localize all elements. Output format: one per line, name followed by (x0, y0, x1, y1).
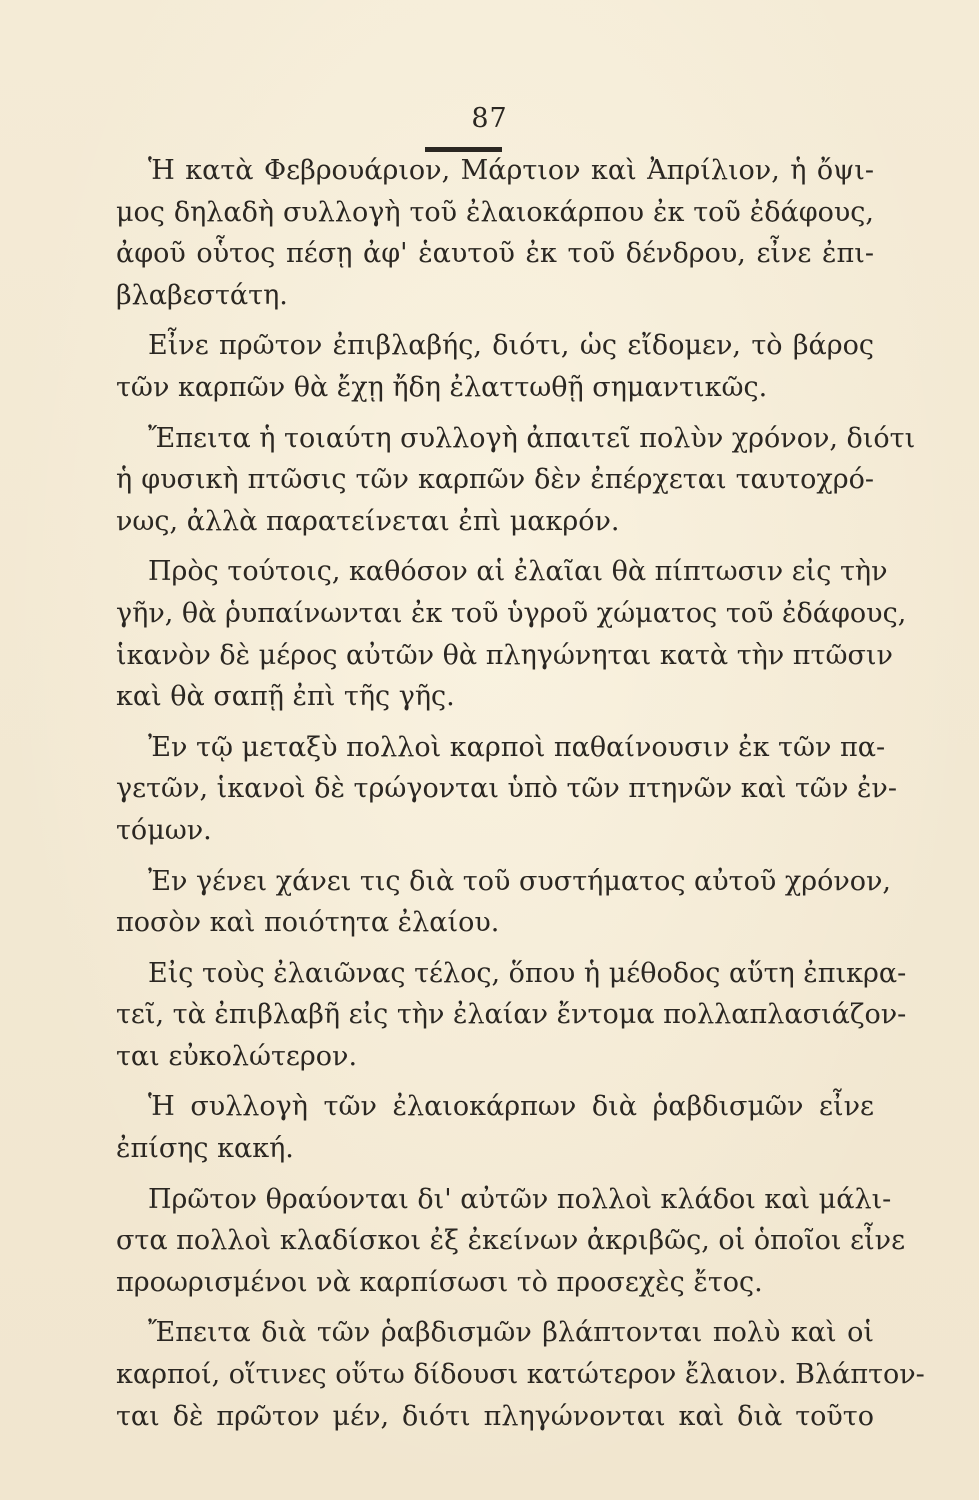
text-line: τόμων. (116, 814, 212, 846)
text-line: ἀφοῦ οὗτος πέσῃ ἀφ' ἑαυτοῦ ἐκ τοῦ δένδρου, εἶνε ἐπι- (116, 238, 874, 270)
paragraph-gap (116, 316, 874, 325)
text-line: γετῶν, ἱκανοὶ δὲ τρώγονται ὑπὸ τῶν πτηνῶν καὶ τῶν ἐν- (116, 773, 897, 805)
paragraph (116, 1179, 906, 1304)
page-number: 87 (471, 103, 508, 134)
paragraph-gap (116, 852, 874, 861)
paragraph (116, 953, 907, 1078)
text-line: Ἔπειτα διὰ τῶν ῥαβδισμῶν βλάπτονται πολὺ καὶ οἱ (148, 1317, 874, 1349)
text-line: Πρῶτον θραύονται δι' αὐτῶν πολλοὶ κλάδοι καὶ μάλι- (148, 1183, 892, 1215)
text-line: τῶν καρπῶν θὰ ἔχῃ ἤδη ἐλαττωθῇ σημαντικῶς. (116, 371, 768, 403)
text-line: στα πολλοὶ κλαδίσκοι ἐξ ἐκείνων ἀκριβῶς, οἱ ὁποῖοι εἶνε (116, 1225, 906, 1257)
text-line: Ἔπειτα ἡ τοιαύτη συλλογὴ ἀπαιτεῖ πολὺν χρόνον, διότι (148, 422, 916, 454)
paragraph (116, 861, 892, 944)
text-line: Ἡ συλλογὴ τῶν ἐλαιοκάρπων διὰ ῥαβδισμῶν εἶνε (148, 1091, 874, 1123)
text-line: Πρὸς τούτοις, καθόσον αἱ ἐλαῖαι θὰ πίπτωσιν εἰς τὴν (148, 556, 888, 588)
text-line: ἐπίσης κακή. (116, 1133, 294, 1165)
text-line: Ἐν γένει χάνει τις διὰ τοῦ συστήματος αὐτοῦ χρόνον, (148, 865, 892, 897)
text-line: ποσὸν καὶ ποιότητα ἐλαίου. (116, 907, 500, 939)
text-line: Ἡ κατὰ Φεβρουάριον, Μάρτιον καὶ Ἀπρίλιον, ἡ ὄψι- (148, 155, 874, 186)
paragraph-gap (116, 944, 874, 953)
text-line: νως, ἀλλὰ παρατείνεται ἐπὶ μακρόν. (116, 505, 620, 537)
paragraph-gap (116, 1170, 874, 1179)
text-line: Εἶνε πρῶτον ἐπιβλαβής, διότι, ὡς εἴδομεν, τὸ βάρος (148, 330, 874, 362)
text-line: καρποί, οἵτινες οὕτω δίδουσι κατώτερον ἔλαιον. Βλάπτον- (116, 1359, 925, 1391)
text-line: προωρισμένοι νὰ καρπίσωσι τὸ προσεχὲς ἔτος. (116, 1266, 763, 1298)
paragraph (116, 325, 874, 408)
paragraph (116, 418, 916, 543)
text-line: ται δὲ πρῶτον μέν, διότι πληγώνονται καὶ διὰ τοῦτο (116, 1400, 874, 1432)
text-line: Ἐν τῷ μεταξὺ πολλοὶ καρποὶ παθαίνουσιν ἐκ τῶν πα- (148, 731, 886, 763)
text-line: τεῖ, τὰ ἐπιβλαβῆ εἰς τὴν ἐλαίαν ἔντομα πολλαπλασιάζον- (116, 999, 907, 1031)
paragraph-gap (116, 409, 874, 418)
text-body (116, 150, 925, 1437)
text-line: ἱκανὸν δὲ μέρος αὐτῶν θὰ πληγώνηται κατὰ τὴν πτῶσιν (116, 639, 893, 671)
text-line: καὶ θὰ σαπῇ ἐπὶ τῆς γῆς. (116, 681, 455, 713)
paragraph (116, 1312, 925, 1437)
paragraph-gap (116, 1077, 874, 1086)
paragraph (116, 150, 874, 316)
paragraph (116, 727, 897, 852)
paragraph (116, 551, 907, 717)
text-line: ται εὐκολώτερον. (116, 1040, 358, 1072)
text-line: γῆν, θὰ ῥυπαίνωνται ἐκ τοῦ ὑγροῦ χώματος τοῦ ἐδάφους, (116, 597, 907, 629)
text-line: βλαβεστάτη. (116, 279, 288, 311)
paragraph-gap (116, 1303, 874, 1312)
paragraph-gap (116, 718, 874, 727)
text-line: ἡ φυσικὴ πτῶσις τῶν καρπῶν δὲν ἐπέρχεται ταυτοχρό- (116, 464, 874, 496)
text-line: μος δηλαδὴ συλλογὴ τοῦ ἐλαιοκάρπου ἐκ τοῦ ἐδάφους, (116, 196, 874, 228)
paragraph-gap (116, 542, 874, 551)
text-line: Εἰς τοὺς ἐλαιῶνας τέλος, ὅπου ἡ μέθοδος αὕτη ἐπικρα- (148, 957, 907, 989)
paragraph (116, 1086, 874, 1169)
